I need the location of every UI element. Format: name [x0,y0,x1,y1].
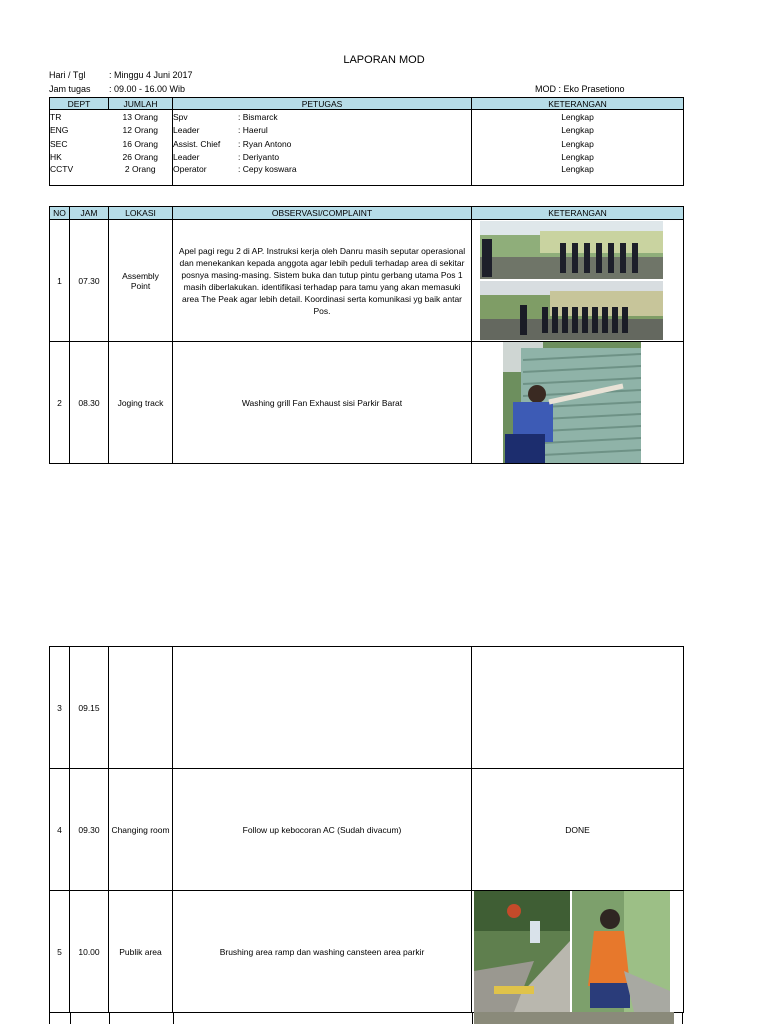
no-cell: 1 [50,220,70,342]
shift-value: : 09.00 - 16.00 Wib [109,84,186,94]
column-divider [472,1012,473,1024]
jumlah-cell: 2 Orang [124,164,156,174]
photo-illustration [503,342,641,463]
next-photo-edge [474,1012,674,1024]
observation-cell [173,647,472,769]
role-text: Operator [173,164,207,174]
table-row [50,342,684,464]
header-dept: DEPT [50,98,109,110]
photo-illustration [474,891,670,1012]
column-divider [173,1012,174,1024]
header-petugas: PETUGAS [173,98,472,110]
shift-label: Jam tugas [49,84,91,94]
header-lokasi: LOKASI [109,207,173,220]
name-text: : Haerul [238,125,268,136]
lokasi-cell: Changing room [109,769,173,891]
name-text: : Cepy koswara [238,164,297,174]
ket-cell: Lengkap [561,152,594,163]
report-title: LAPORAN MOD [343,54,425,66]
no-cell: 4 [50,769,70,891]
no-cell: 5 [50,891,70,1013]
petugas-cell [173,164,472,186]
table-row [50,891,684,1013]
column-divider [70,1012,71,1024]
petugas-cell [173,151,472,165]
observation-cell: Brushing area ramp dan washing cansteen area parkir [173,891,472,1013]
dept-cell: SEC [50,138,68,149]
lokasi-cell: Assembly Point [109,220,173,342]
no-cell: 3 [50,647,70,769]
photo-illustration [480,221,663,340]
role-text: Spv [173,111,188,122]
exhaust-grill-photo [503,342,641,463]
column-divider [109,1012,110,1024]
assembly-point-photo [480,221,663,340]
staff-table [49,97,684,186]
date-value: : Minggu 4 Juni 2017 [109,70,193,80]
header-keterangan: KETERANGAN [472,207,684,220]
petugas-cell [173,137,472,151]
jumlah-cell: 26 Orang [122,152,158,163]
table-row [50,164,684,186]
header-no: NO [50,207,70,220]
role-text: Leader [173,125,200,136]
name-text: : Bismarck [238,111,278,122]
role-text: Leader [173,152,200,163]
header-observasi: OBSERVASI/COMPLAINT [173,207,472,220]
jumlah-cell: 16 Orang [122,138,158,149]
lokasi-cell [109,647,173,769]
table-row [50,769,684,891]
ket-cell: Lengkap [561,125,594,136]
dept-cell: ENG [50,125,69,136]
ket-cell [472,647,684,769]
next-row-edge [49,1012,683,1024]
header-jumlah: JUMLAH [109,98,173,110]
observation-table-continued [49,646,684,1013]
header-jam: JAM [70,207,109,220]
mod-name: MOD : Eko Prasetiono [535,84,625,94]
table-row [50,647,684,769]
dept-cell: HK [50,152,62,163]
photo-cell [472,342,684,464]
photo-cell [472,891,684,1013]
table-row [50,151,684,165]
table-row [50,110,684,124]
name-text: : Deriyanto [238,152,280,163]
table-row [50,124,684,138]
observation-cell: Follow up kebocoran AC (Sudah divacum) [173,769,472,891]
jam-cell: 09.30 [70,769,109,891]
role-text: Assist. Chief [173,138,221,149]
ket-cell: Lengkap [561,111,594,122]
ket-cell: DONE [472,769,684,891]
jam-cell: 10.00 [70,891,109,1013]
observation-cell: Washing grill Fan Exhaust sisi Parkir Barat [173,342,472,464]
jam-cell: 09.15 [70,647,109,769]
ket-cell: Lengkap [561,138,594,149]
lokasi-cell: Joging track [109,342,173,464]
ramp-cleaning-photo [474,891,670,1012]
jumlah-cell: 12 Orang [122,125,158,136]
observation-cell: Apel pagi regu 2 di AP. Instruksi kerja oleh Danru masih seputar operasional dan menekankan kepada anggota agar lebih peduli terhadap area di sekitar posnya masing-masing. Sistem buka dan tutup pintu gerbang utama Pos 1 masih diberlakukan. identifikasi terhadap para tamu yang akan memasuki area The Peak agar lebih detail. Koordinasi serta komunikasi yg baik antar Pos. [173,220,472,342]
observation-table [49,206,684,464]
name-text: : Ryan Antono [238,138,292,149]
jam-cell: 07.30 [70,220,109,342]
header-keterangan: KETERANGAN [472,98,684,110]
dept-cell: TR [50,111,62,122]
table-row [50,220,684,342]
photo-cell [472,220,684,342]
no-cell: 2 [50,342,70,464]
dept-cell: CCTV [50,164,74,174]
petugas-cell [173,110,472,124]
date-label: Hari / Tgl [49,70,86,80]
ket-cell: Lengkap [561,164,594,174]
jumlah-cell: 13 Orang [122,111,158,122]
petugas-cell [173,124,472,138]
jam-cell: 08.30 [70,342,109,464]
lokasi-cell: Publik area [109,891,173,1013]
table-row [50,137,684,151]
